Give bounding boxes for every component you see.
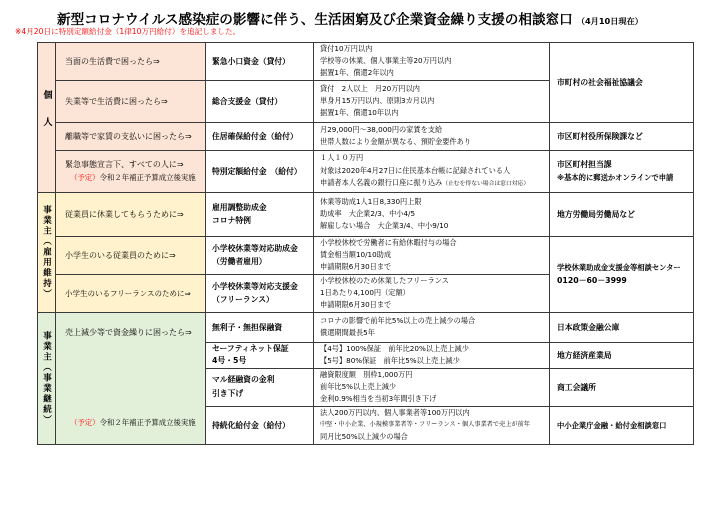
detail-line: 据置1年、償還10年以内 [320,108,399,118]
detail-line: 申請期限6月30日まで [320,262,392,272]
details-cell [314,80,550,122]
contact-cell [550,368,694,406]
situation-cell [56,80,206,122]
contact-cell [550,342,694,368]
detail-line: 小学校休校で労働者に有給休暇付与の場合 [320,237,457,247]
program-name: 小学校休業等対応支援金 [212,282,298,292]
detail-line: 中堅・中小企業、小規模事業者等・フリーランス・個人事業者で売上が前年 [320,421,530,428]
program-cell [206,236,314,274]
contact-cell [550,406,694,444]
program-name: （フリーランス） [212,295,274,305]
program-name: コロナ特例 [212,216,251,226]
situation-cell [56,43,206,81]
contact-name: 市町村の社会福祉協議会 [557,77,643,87]
details-cell [314,368,550,406]
detail-line: 前年比5%以上売上減少 [320,382,397,391]
program-name: 無利子・無担保融資 [212,322,283,332]
contact-cell [550,150,694,192]
detail-line: コロナの影響で前年比5%以上の売上減少の場合 [320,315,476,325]
planned-note [65,416,205,429]
planned-text: 令和２年補正予算成立後実施 [99,417,196,427]
group-label-text: 事業主（事業継続） [41,330,52,426]
planned-tag: （予定） [70,417,100,427]
situation-cell [56,236,206,274]
table-row [38,150,694,192]
detail-line: 据置1年、償還2年以内 [320,68,394,78]
group-label-individual [38,43,56,193]
details-cell [314,192,550,236]
situation-text: 小学生のいる従業員のために⇒ [65,250,176,260]
program-cell [206,192,314,236]
table-row [38,122,694,150]
detail-line: 単身月15万円以内、原則3カ月以内 [320,96,435,105]
contact-cell [550,236,694,312]
contact-name: 市区町村役所保険課など [557,131,643,141]
contact-name: 地方労働局労働局など [557,209,635,219]
situation-text: 小学生のいるフリーランスのために⇒ [65,288,191,298]
program-cell [206,80,314,122]
program-cell [206,150,314,192]
detail-line: 償還期間最長5年 [320,328,375,338]
table-row [38,43,694,81]
detail-note: （止むを得ない場合は窓口対応） [442,180,530,187]
situation-cell [56,150,206,192]
detail-line: 貸付10万円以内 [320,44,373,53]
contact-phone: 0120－60－3999 [557,276,627,286]
detail-line: 法人200万円以内、個人事業者等100万円以内 [320,407,470,417]
detail-line: 金利0.9%相当を当初3年間引き下げ [320,394,437,404]
contact-name: 商工会議所 [557,382,596,392]
detail-line: １人１０万円 [320,153,364,163]
contact-name: 中小企業庁金融・給付金相談窓口 [557,420,667,430]
situation-text: 失業等で生活費に困ったら⇒ [65,96,168,106]
detail-line: 学校等の休業、個人事業主等20万円以内 [320,56,452,66]
situation-cell [56,312,206,444]
contact-name: 地方経済産業局 [557,350,612,360]
contact-name: 日本政策金融公庫 [557,322,620,332]
program-cell [206,406,314,444]
program-cell [206,122,314,150]
contact-cell [550,122,694,150]
program-name: 4号・5号 [212,356,247,366]
details-cell [314,342,550,368]
program-name: 小学校休業等対応助成金 [212,244,298,254]
detail-text: 申請者本人名義の銀行口座に振り込み [320,177,443,187]
detail-line: 小学校休校のため休業したフリーランス [320,275,449,285]
detail-line: 1日あたり4,100円（定額） [320,288,410,297]
detail-line: 休業等助成1人1日8,330円上限 [320,196,422,206]
situation-cell [56,274,206,312]
details-cell [314,150,550,192]
program-name: （労働者雇用） [212,257,267,267]
group-label-text: 事業主（雇用維持） [41,204,52,300]
program-cell [206,274,314,312]
situation-text: 当面の生活費で困ったら⇒ [65,56,160,66]
detail-line: 月29,000円～38,000円の家賃を支給 [320,124,443,134]
program-name: 雇用調整助成金 [212,203,267,213]
situation-text: 緊急事態宣言下、すべての人に⇒ [65,160,184,170]
detail-line: 融資限度額 別枠1,000万円 [320,369,413,379]
program-name: 総合支援金（貸付） [212,96,283,106]
detail-line: 【5号】80%保証 前年比5%以上売上減少 [320,356,460,366]
situation-text: 売上減少等で資金繰りに困ったら⇒ [65,327,192,337]
program-name: セーフティネット保証 [212,344,289,354]
details-cell [314,274,550,312]
title-date: （4月10日現在） [576,16,643,26]
program-name: 特別定額給付金 （給付） [212,166,302,176]
consultation-table [37,42,694,445]
contact-note: ※基本的に郵送かオンラインで申請 [557,173,674,183]
details-cell [314,122,550,150]
detail-line: 【4号】100%保証 前年比20%以上売上減少 [320,343,469,353]
program-name: 持続化給付金（給付） [212,420,290,430]
page-title-text: 新型コロナウイルス感染症の影響に伴う、生活困窮及び企業資金繰り支援の相談窓口 [57,12,573,28]
detail-line: 対象は2020年4月27日に住民基本台帳に記録されている人 [320,165,511,175]
details-cell [314,236,550,274]
planned-text: 令和２年補正予算成立後実施 [99,173,196,183]
planned-tag: （予定） [70,173,100,183]
situation-block [65,313,205,441]
program-name: マル経融資の金利 [212,375,275,385]
situation-text: 離職等で家賃の支払いに困ったら⇒ [65,131,192,141]
detail-line: 助成率 大企業2/3、中小4/5 [320,209,416,218]
group-label-employment [38,192,56,312]
table-row [38,236,694,274]
detail-line: 賃金相当額10/10助成 [320,250,392,259]
contact-name: 市区町村担当課 [557,160,612,170]
update-note: ※4月20日に特別定額給付金（1律10万円給付）を追記しました。 [15,27,241,36]
situation-cell [56,192,206,236]
program-name: 引き下げ [212,389,244,399]
detail-line: 貸付 2人以上 月20万円以内 [320,83,420,93]
program-name: 緊急小口資金（貸付） [212,56,290,66]
situation-cell [56,122,206,150]
program-cell [206,342,314,368]
program-cell [206,312,314,342]
detail-line: 同月比50%以上減少の場合 [320,432,408,442]
contact-cell [550,312,694,342]
details-cell [314,312,550,342]
contact-cell [550,192,694,236]
table-row [38,312,694,342]
details-cell [314,43,550,81]
program-cell [206,368,314,406]
program-name: 住居確保給付金（給付） [212,131,298,141]
detail-line: 申請期限6月30日まで [320,300,392,310]
details-cell [314,406,550,444]
planned-note [65,171,205,184]
group-label-business [38,312,56,444]
situation-text: 従業員に休業してもらうために⇒ [65,209,184,219]
detail-line [320,177,549,190]
table-row [38,192,694,236]
program-cell [206,43,314,81]
detail-line: 解雇しない場合 大企業3/4、中小9/10 [320,221,449,231]
contact-cell [550,43,694,123]
detail-line: 世帯人数により金額が異なる、預貯金要件あり [320,137,471,147]
contact-name: 学校休業助成金支援金等相談センター [557,263,681,273]
group-label-text: 個人 [41,90,52,145]
